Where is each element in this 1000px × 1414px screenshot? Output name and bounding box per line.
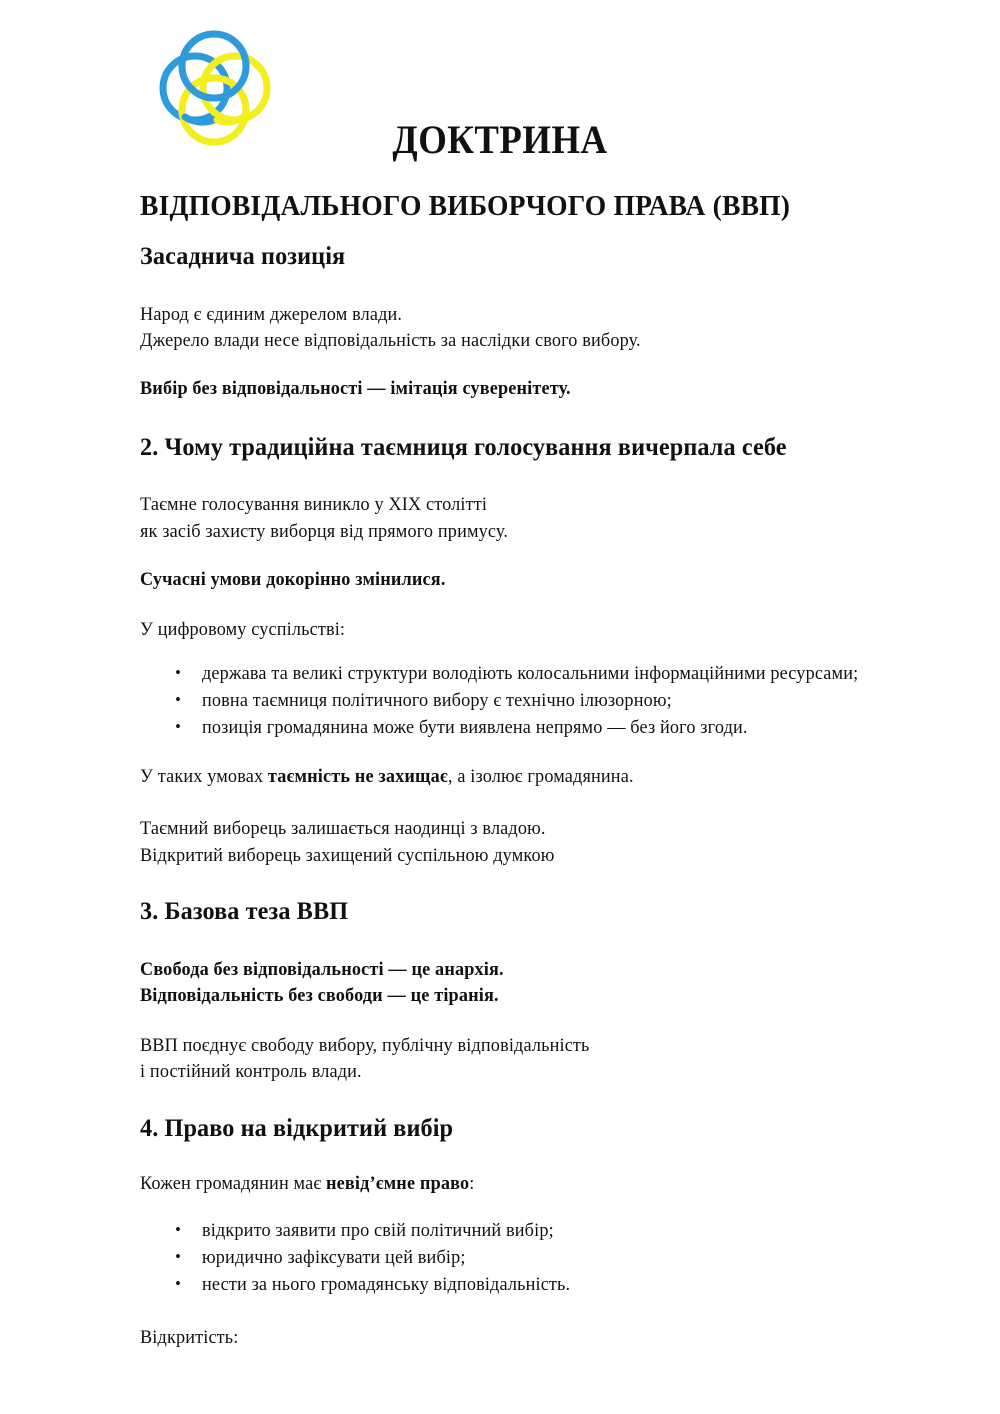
s2-intro: У цифровому суспільстві: [140, 619, 346, 641]
list-item-label: нести за нього громадянську відповідальність. [202, 1273, 571, 1295]
bullet-icon: • [175, 1246, 181, 1266]
s4-intro-bold: невід’ємне право [326, 1173, 470, 1195]
list-item [175, 1218, 930, 1245]
s2-line-2: як засіб захисту виборця від прямого примусу. [140, 520, 509, 542]
s3-line-2: і постійний контроль влади. [140, 1061, 362, 1083]
s2-closing-2: Відкритий виборець захищений суспільною думкою [140, 844, 555, 866]
section-heading-2: 2. Чому традиційна таємниця голосування вичерпала себе [140, 431, 787, 461]
s2-mixed-prefix: У таких умовах [140, 766, 268, 788]
s4-trailing: Відкритість: [140, 1326, 239, 1348]
list-item [175, 1245, 930, 1272]
list-item [175, 688, 930, 715]
section-heading-3: 3. Базова теза ВВП [140, 895, 349, 925]
list-item-label: держава та великі структури володіють колосальними інформаційними ресурсами; [202, 663, 859, 685]
s2-mixed-line [140, 764, 927, 790]
list-item-label: позиція громадянина може бути виявлена непрямо — без його згоди. [202, 717, 748, 739]
list-item-label: повна таємниця політичного вибору є технічно ілюзорною; [202, 690, 672, 712]
s3-emphasis-1: Свобода без відповідальності — це анархія. [140, 958, 504, 980]
list-item-label: юридично зафіксувати цей вибір; [202, 1246, 466, 1268]
list-item [175, 715, 930, 742]
s4-intro-suffix: : [469, 1173, 475, 1195]
s2-mixed-bold: таємність не захищає [267, 766, 448, 788]
s4-intro [140, 1171, 927, 1197]
s2-line-1: Таємне голосування виникло у ХІХ столітті [140, 494, 488, 516]
s2-bullet-list [140, 661, 960, 742]
bullet-icon: • [175, 1273, 181, 1293]
page-title: ДОКТРИНА [392, 117, 608, 162]
bullet-icon: • [175, 717, 181, 737]
s3-emphasis-2: Відповідальність без свободи — це тіранія. [140, 984, 499, 1006]
section-heading-zasadnycha: Засаднича позиція [140, 241, 346, 270]
list-item-label: відкрито заявити про свій політичний вибір; [202, 1219, 554, 1241]
s2-mixed-suffix: , а ізолює громадянина. [447, 766, 634, 788]
s4-bullet-list [140, 1218, 960, 1299]
s1-line-1: Народ є єдиним джерелом влади. [140, 303, 403, 325]
s3-line-1: ВВП поєднує свободу вибору, публічну відповідальність [140, 1035, 590, 1057]
s1-emphasis: Вибір без відповідальності — імітація суверенітету. [140, 378, 571, 400]
list-item [175, 661, 930, 688]
list-item [175, 1272, 930, 1299]
bullet-icon: • [175, 690, 181, 710]
s2-closing-1: Таємний виборець залишається наодинці з владою. [140, 818, 546, 840]
s2-emphasis: Сучасні умови докорінно змінилися. [140, 568, 446, 590]
bullet-icon: • [175, 1219, 181, 1239]
section-heading-4: 4. Право на відкритий вибір [140, 1112, 454, 1142]
bullet-icon: • [175, 663, 181, 683]
document-body [140, 240, 960, 1351]
s4-intro-prefix: Кожен громадянин має [140, 1173, 327, 1195]
page-subtitle: ВІДПОВІДАЛЬНОГО ВИБОРЧОГО ПРАВА (ВВП) [140, 190, 791, 222]
s1-line-2: Джерело влади несе відповідальність за наслідки свого вибору. [140, 330, 641, 352]
